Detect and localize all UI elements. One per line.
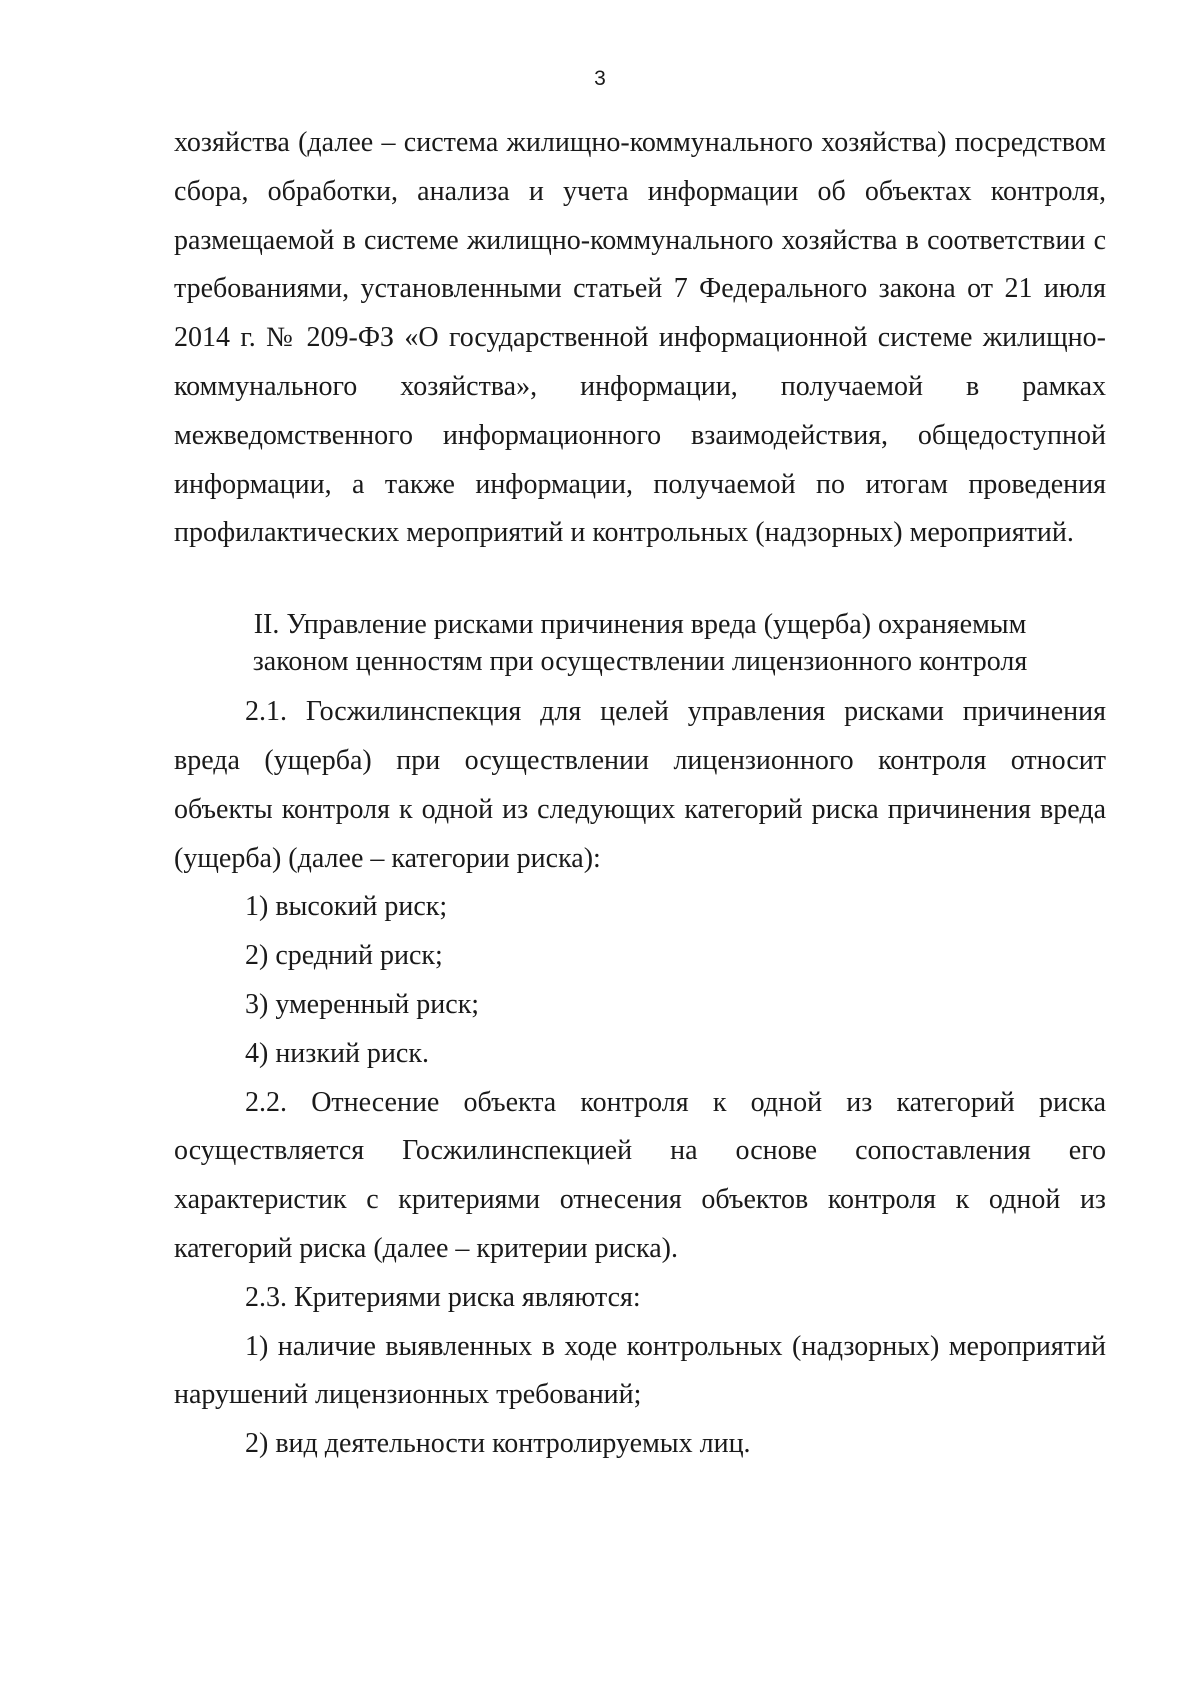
intro-paragraph: хозяйства (далее – система жилищно-коммунального хозяйства) посредством сбора, обработки, анализа и учета информации об объектах контроля, размещаемой в системе жилищно-коммунального хозяйства в соответствии с требованиями, установленными статьей 7 Федерального закона от 21 июля 2014 г. № 209-ФЗ «О государственной информационной системе жилищно-коммунального хозяйства», информации, получаемой в рамках межведомственного информационного взаимодействия, общедоступной информации, а также информации, получаемой по итогам проведения профилактических мероприятий и контрольных (надзорных) мероприятий.	[174, 127, 1106, 549]
paragraph-2-1: 2.1. Госжилинспекция для целей управления рисками причинения вреда (ущерба) при осуществлении лицензионного контроля относит объекты контроля к одной из следующих категорий риска причинения вреда (ущерба) (далее – категории риска):	[174, 696, 1106, 874]
paragraph-2-2: 2.2. Отнесение объекта контроля к одной из категорий риска осуществляется Госжилинспекцией на основе сопоставления его характеристик с критериями отнесения объектов контроля к одной из категорий риска (далее – критерии риска).	[174, 1086, 1106, 1264]
risk-category-low: 4) низкий риск.	[245, 1037, 429, 1069]
section-heading	[174, 606, 1106, 680]
risk-category-medium: 2) средний риск;	[245, 940, 443, 972]
risk-criterion-1: 1) наличие выявленных в ходе контрольных (надзорных) мероприятий нарушений лицензионных требований;	[174, 1330, 1106, 1411]
section-heading-line-1: II. Управление рисками причинения вреда (ущерба) охраняемым	[253, 609, 1027, 641]
risk-category-moderate: 3) умеренный риск;	[245, 988, 480, 1020]
document-body	[174, 119, 1106, 1469]
risk-category-high: 1) высокий риск;	[245, 891, 448, 923]
paragraph-2-3: 2.3. Критериями риска являются:	[245, 1281, 641, 1313]
risk-criterion-2: 2) вид деятельности контролируемых лиц.	[245, 1428, 751, 1460]
page-number: 3	[594, 67, 606, 90]
section-heading-line-2: законом ценностям при осуществлении лицензионного контроля	[252, 646, 1028, 678]
